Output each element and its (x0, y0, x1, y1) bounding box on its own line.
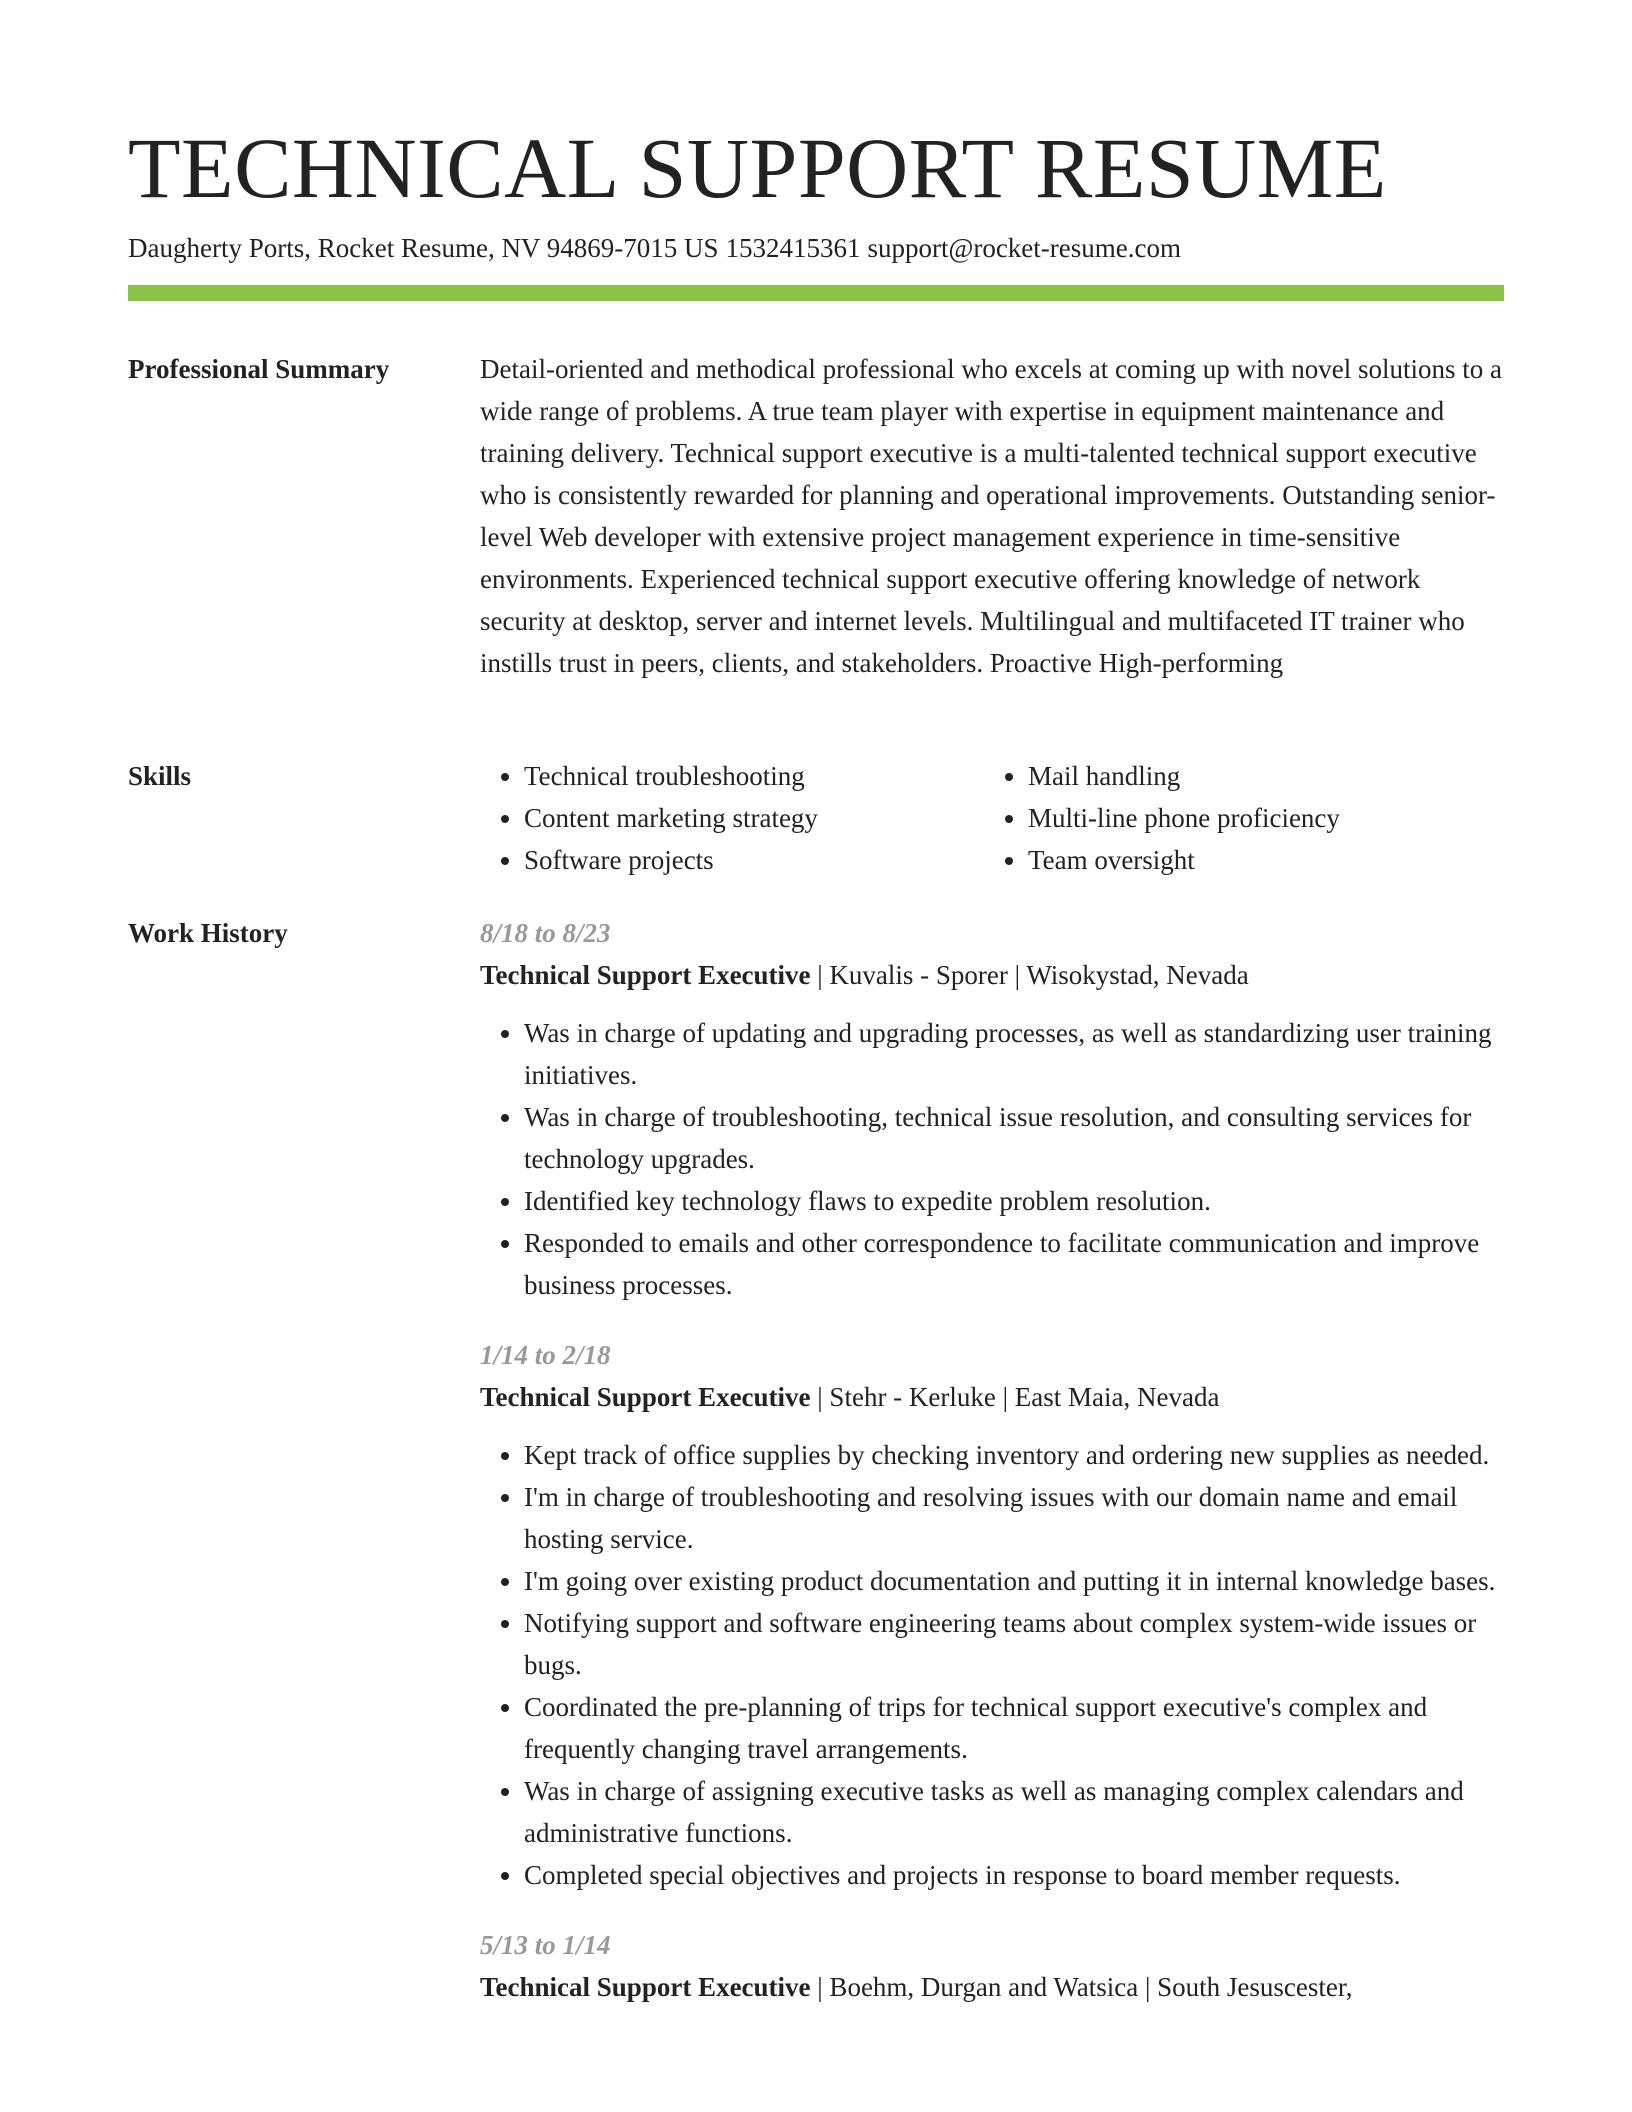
job-details: | Boehm, Durgan and Watsica | South Jesuscester, (810, 1972, 1353, 2002)
job-bullet: • Was in charge of assigning executive tasks as well as managing complex calendars and administrative functions. (524, 1770, 1504, 1854)
job-title: Technical Support Executive (480, 960, 811, 990)
contact-address: Daugherty Ports, Rocket Resume, NV 94869-7015 US (128, 233, 719, 263)
job-dates: 8/18 to 8/23 (480, 918, 611, 948)
job-heading (480, 1966, 1504, 2008)
job-bullet: • Kept track of office supplies by checking inventory and ordering new supplies as needed. (524, 1434, 1504, 1476)
skill-item: • Mail handling (1028, 755, 1488, 797)
skills-heading: Skills (128, 761, 192, 791)
job-title: Technical Support Executive (480, 1382, 811, 1412)
job-title: Technical Support Executive (480, 1972, 811, 2002)
contact-phone: 1532415361 (725, 233, 861, 263)
contact-line (128, 230, 1188, 266)
skill-item: • Content marketing strategy (524, 797, 984, 839)
job-bullets (480, 1012, 1504, 1306)
work-history-heading: Work History (128, 918, 288, 948)
summary-heading: Professional Summary (128, 354, 390, 384)
resume-title: TECHNICAL SUPPORT RESUME (128, 120, 1387, 216)
job-bullet: • Identified key technology flaws to expedite problem resolution. (524, 1180, 1504, 1222)
contact-email: support@rocket-resume.com (867, 233, 1181, 263)
skill-item: • Team oversight (1028, 839, 1488, 881)
summary-body (480, 348, 1504, 684)
summary-text: Detail-oriented and methodical professional who excels at coming up with novel solutions to a wide range of problems. A true team player with expertise in equipment maintenance and training delivery. Technical support executive is a multi-talented technical support executive who is consistently rewarded for planning and operational improvements. Outstanding senior-level Web developer with extensive project management experience in time-sensitive environments. Experienced technical support executive offering knowledge of network security at desktop, server and internet levels. Multilingual and multifaceted IT trainer who instills trust in peers, clients, and stakeholders. Proactive High-performing (480, 354, 1503, 678)
job-bullet: • Was in charge of troubleshooting, technical issue resolution, and consulting services for technology upgrades. (524, 1096, 1504, 1180)
job-details: | Stehr - Kerluke | East Maia, Nevada (810, 1382, 1220, 1412)
job-dates: 1/14 to 2/18 (480, 1340, 611, 1370)
header-divider (128, 285, 1504, 301)
job-entry (480, 1334, 1504, 1896)
skills-body (480, 755, 1504, 881)
job-heading (480, 954, 1504, 996)
job-entry (480, 912, 1504, 1306)
skill-item: • Multi-line phone proficiency (1028, 797, 1488, 839)
job-bullet: • Coordinated the pre-planning of trips for technical support executive's complex and frequently changing travel arrangements. (524, 1686, 1504, 1770)
job-bullet: • I'm going over existing product documentation and putting it in internal knowledge bases. (524, 1560, 1504, 1602)
job-dates: 5/13 to 1/14 (480, 1930, 611, 1960)
job-bullet: • Was in charge of updating and upgrading processes, as well as standardizing user training initiatives. (524, 1012, 1504, 1096)
job-bullet: • Notifying support and software engineering teams about complex system-wide issues or bugs. (524, 1602, 1504, 1686)
skill-item: • Software projects (524, 839, 984, 881)
skill-item: • Technical troubleshooting (524, 755, 984, 797)
job-bullet: • I'm in charge of troubleshooting and resolving issues with our domain name and email hosting service. (524, 1476, 1504, 1560)
skills-list-right (984, 755, 1488, 881)
job-heading (480, 1376, 1504, 1418)
work-history-body (480, 912, 1504, 2036)
job-entry (480, 1924, 1504, 2008)
job-details: | Kuvalis - Sporer | Wisokystad, Nevada (810, 960, 1249, 990)
job-bullet: • Responded to emails and other correspondence to facilitate communication and improve business processes. (524, 1222, 1504, 1306)
job-bullet: • Completed special objectives and projects in response to board member requests. (524, 1854, 1504, 1896)
skills-list-left (480, 755, 984, 881)
job-bullets (480, 1434, 1504, 1896)
